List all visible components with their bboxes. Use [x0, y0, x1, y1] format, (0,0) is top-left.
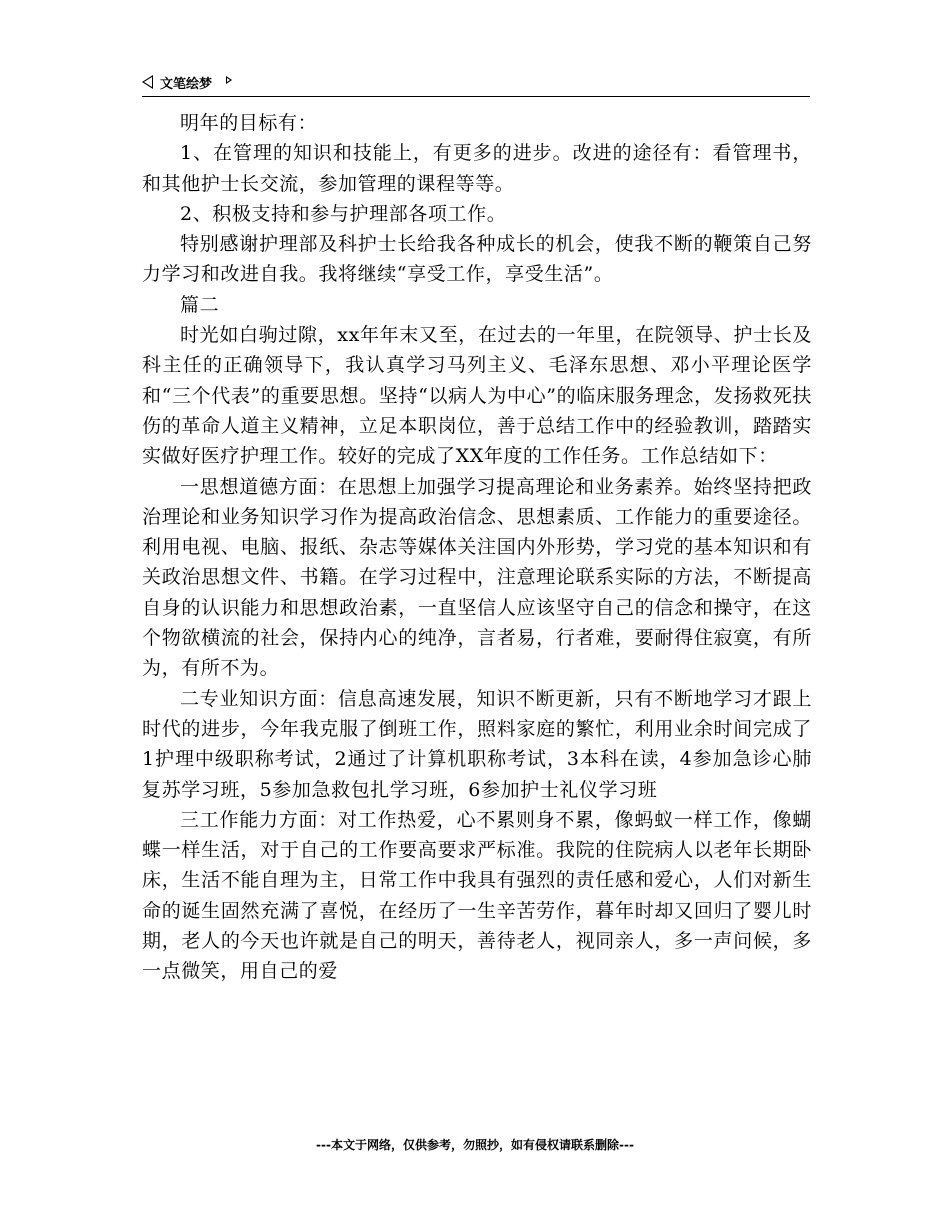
paragraph-work-ability: 三工作能力方面：对工作热爱，心不累则身不累，像蚂蚁一样工作，像蝴蝶一样生活，对于自己的工作要高要求严标准。我院的住院病人以老年长期卧床，生活不能自理为主，日常工作中我具有强烈的责任感和爱心，人们对新生命的诞生固然充满了喜悦，在经历了一生辛苦劳作，暮年时却又回归了婴儿时期，老人的今天也许就是自己的明天，善待老人，视同亲人，多一声问候，多一点微笑，用自己的爱 — [142, 808, 812, 983]
triangle-left-outline-icon — [142, 75, 153, 89]
paragraph-ideology: 一思想道德方面：在思想上加强学习提高理论和业务素养。始终坚持把政治理论和业务知识学习作为提高政治信念、思想素质、工作能力的重要途径。利用电视、电脑、报纸、杂志等媒体关注国内外形势，学习党的基本知识和有关政治思想文件、书籍。在学习过程中，注意理论联系实际的方法，不断提高自身的认识能力和思想政治素，一直坚信人应该坚守自己的信念和操守，在这个物欲横流的社会，保持内心的纯净，言者易，行者难，要耐得住寂寞，有所为，有所不为。 — [142, 475, 812, 680]
paragraph-goal-1: 1、在管理的知识和技能上，有更多的进步。改进的途径有：看管理书，和其他护士长交流，参加管理的课程等等。 — [142, 142, 812, 195]
paragraph-goals-heading: 明年的目标有： — [180, 112, 318, 134]
paragraph-thanks: 特别感谢护理部及科护士长给我各种成长的机会，使我不断的鞭策自己努力学习和改进自我。我将继续“享受工作，享受生活”。 — [142, 233, 812, 286]
document-body — [142, 108, 812, 987]
page-header — [142, 72, 810, 97]
paragraph-goal-2: 2、积极支持和参与护理部各项工作。 — [180, 202, 507, 225]
footer-disclaimer: ---本文于网络，仅供参考，勿照抄，如有侵权请联系删除--- — [316, 1138, 634, 1152]
triangle-right-outline-icon — [226, 76, 232, 84]
paragraph-intro: 时光如白驹过隙，xx年年末又至，在过去的一年里，在院领导、护士长及科主任的正确领导下，我认真学习马列主义、毛泽东思想、邓小平理论医学和“三个代表”的重要思想。坚持“以病人为中心”的临床服务理念，发扬救死扶伤的革命人道主义精神，立足本职岗位，善于总结工作中的经验教训，踏踏实实做好医疗护理工作。较好的完成了XX年度的工作任务。工作总结如下： — [142, 324, 812, 468]
header-brand: 文笔绘梦 — [160, 77, 213, 92]
section-heading-part-two: 篇二 — [180, 293, 220, 316]
paragraph-professional-knowledge: 二专业知识方面：信息高速发展，知识不断更新，只有不断地学习才跟上时代的进步，今年我克服了倒班工作，照料家庭的繁忙，利用业余时间完成了1护理中级职称考试，2通过了计算机职称考试，3本科在读，4参加急诊心肺复苏学习班，5参加急救包扎学习班，6参加护士礼仪学习班 — [142, 687, 812, 801]
